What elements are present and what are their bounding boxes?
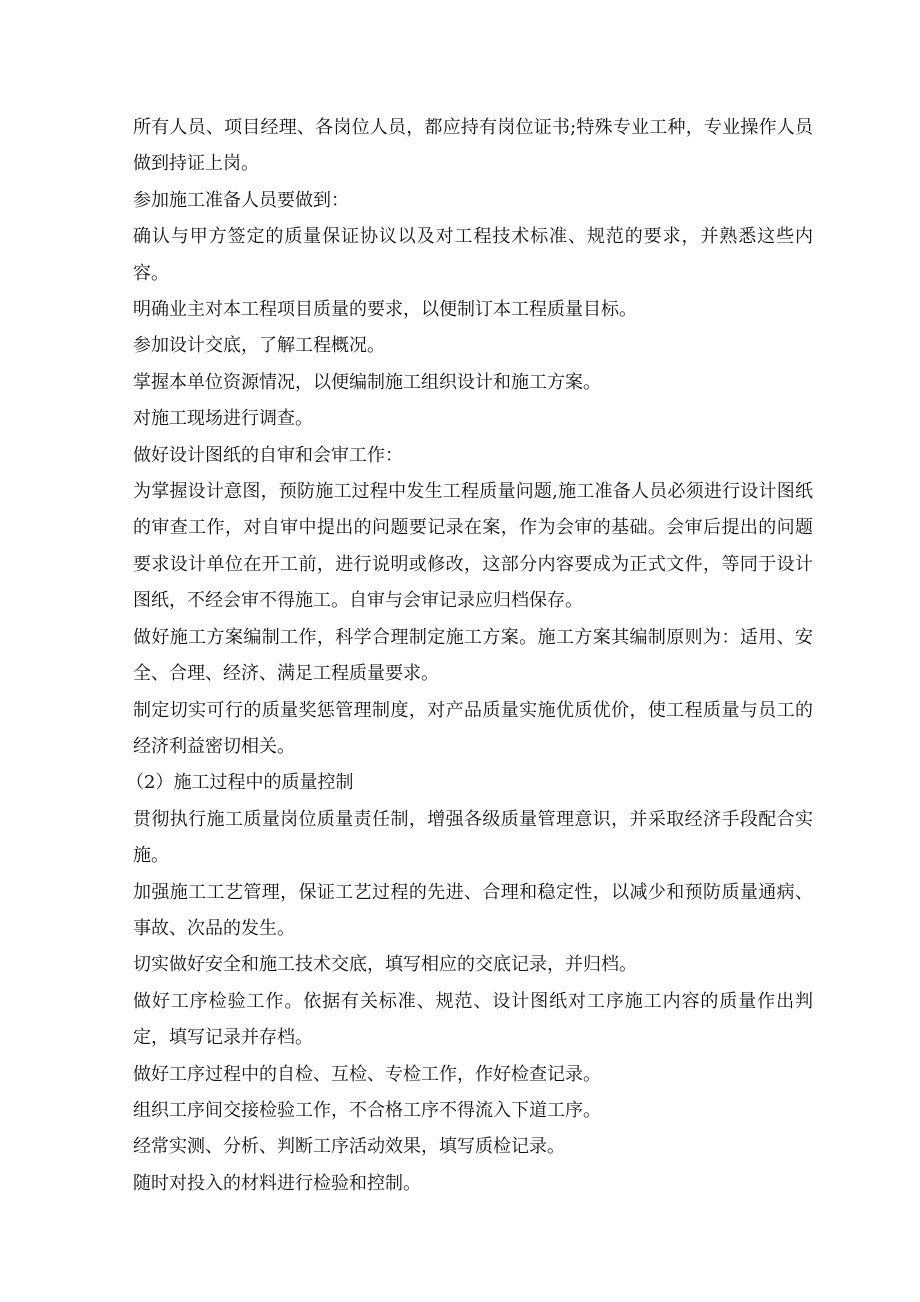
paragraph-drawing-review-detail: 为掌握设计意图，预防施工过程中发生工程质量问题,施工准备人员必须进行设计图纸的审查工作，对自审中提出的问题要记录在案，作为会审的基础。会审后提出的问题要求设计单位在开工前，进行说明或修改，这部分内容要成为正式文件，等同于设计图纸，不经会审不得施工。自审与会审记录应归档保存。 — [133, 481, 813, 612]
document-body — [126, 110, 813, 1202]
paragraph-measurement: 经常实测、分析、判断工序活动效果，填写质检记录。 — [133, 1136, 565, 1158]
paragraph-confirm-agreement: 确认与甲方签定的质量保证协议以及对工程技术标准、规范的要求，并熟悉这些内容。 — [133, 226, 813, 284]
paragraph-safety-briefing: 切实做好安全和施工技术交底，填写相应的交底记录，并归档。 — [133, 954, 637, 976]
paragraph-reward-system: 制定切实可行的质量奖惩管理制度，对产品质量实施优质优价，使工程质量与员工的经济利益密切相关。 — [133, 699, 813, 757]
paragraph-responsibility: 贯彻执行施工质量岗位质量责任制，增强各级质量管理意识，并采取经济手段配合实施。 — [133, 808, 813, 867]
paragraph-process-management: 加强施工工艺管理，保证工艺过程的先进、合理和稳定性，以减少和预防质量通病、事故、次品的发生。 — [133, 881, 813, 939]
paragraph-process-inspection: 做好工序检验工作。依据有关标准、规范、设计图纸对工序施工内容的质量作出判定，填写记录并存档。 — [133, 990, 813, 1049]
paragraph-handover-inspection: 组织工序间交接检验工作，不合格工序不得流入下道工序。 — [133, 1099, 601, 1121]
paragraph-construction-plan: 做好施工方案编制工作，科学合理制定施工方案。施工方案其编制原则为：适用、安全、合理、经济、满足工程质量要求。 — [133, 626, 813, 685]
paragraph-certification: 所有人员、项目经理、各岗位人员，都应持有岗位证书;特殊专业工种，专业操作人员做到持证上岗。 — [133, 117, 813, 175]
paragraph-self-check: 做好工序过程中的自检、互检、专检工作，作好检查记录。 — [133, 1063, 601, 1085]
paragraph-prep-staff-intro: 参加施工准备人员要做到： — [133, 189, 349, 211]
paragraph-owner-requirements: 明确业主对本工程项目质量的要求，以便制订本工程质量目标。 — [133, 299, 637, 321]
paragraph-material-control: 随时对投入的材料进行检验和控制。 — [133, 1172, 421, 1194]
paragraph-resources: 掌握本单位资源情况，以便编制施工组织设计和施工方案。 — [133, 371, 601, 393]
paragraph-design-briefing: 参加设计交底，了解工程概况。 — [133, 335, 385, 357]
paragraph-drawing-review-intro: 做好设计图纸的自审和会审工作： — [133, 444, 403, 466]
paragraph-site-survey: 对施工现场进行调查。 — [133, 408, 313, 430]
section-heading-process-control: （2）施工过程中的质量控制 — [126, 772, 354, 794]
